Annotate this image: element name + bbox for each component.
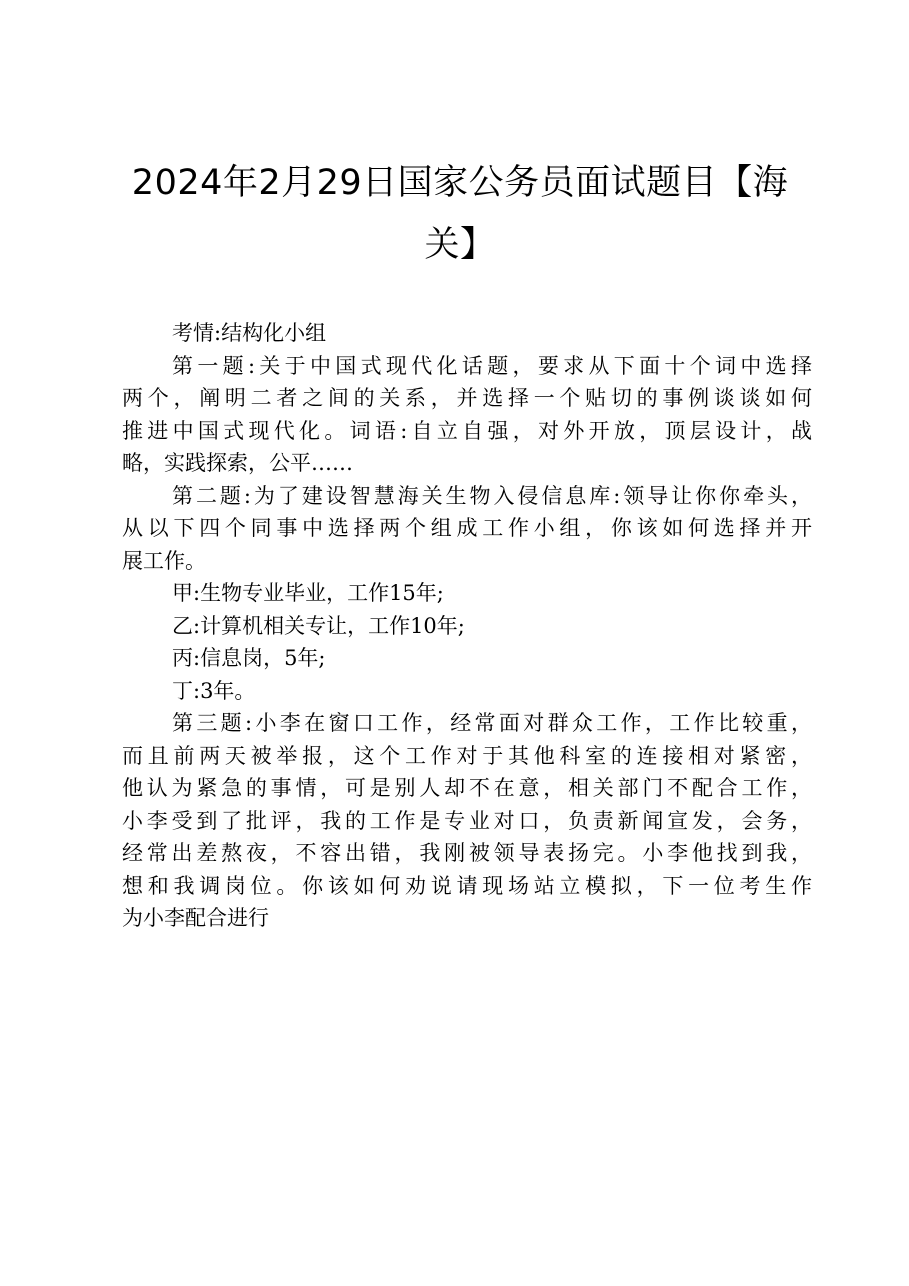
text-line: 而且前两天被举报，这个工作对于其他科室的连接相对紧密， (122, 743, 812, 768)
text-line: 展工作。 (122, 548, 206, 573)
text-line: 想和我调岗位。你该如何劝说请现场站立模拟，下一位考生作 (122, 873, 812, 898)
text-line: 两个，阐明二者之间的关系，并选择一个贴切的事例谈谈如何 (122, 386, 812, 410)
document-body (122, 317, 812, 935)
text-line: 推进中国式现代化。词语:自立自强，对外开放，顶层设计，战 (122, 418, 812, 443)
text-line: 从以下四个同事中选择两个组成工作小组，你该如何选择并开 (122, 516, 812, 540)
text-line: 丙:信息岗，5年; (172, 646, 326, 670)
text-line: 甲:生物专业毕业，工作15年; (172, 581, 444, 605)
text-line: 丁:3年。 (172, 678, 256, 703)
text-line: 第一题:关于中国式现代化话题，要求从下面十个词中选择 (172, 353, 812, 378)
text-line: 经常出差熬夜，不容出错，我刚被领导表扬完。小李他找到我， (122, 841, 812, 865)
text-line: 小李受到了批评，我的工作是专业对口，负责新闻宣发，会务， (122, 808, 812, 833)
text-line: 略，实践探索，公平…… (122, 451, 353, 475)
text-line: 为小李配合进行 (122, 906, 269, 930)
document-title: 2024年2月29日国家公务员面试题目【海关】 (131, 163, 789, 265)
text-line: 考情:结构化小组 (172, 321, 327, 345)
text-line: 乙:计算机相关专让，工作10年; (172, 613, 465, 638)
text-line: 第三题:小李在窗口工作，经常面对群众工作，工作比较重， (172, 711, 812, 735)
text-line: 第二题:为了建设智慧海关生物入侵信息库:领导让你你牵头， (172, 483, 812, 508)
text-line: 他认为紧急的事情，可是别人却不在意，相关部门不配合工作， (122, 776, 812, 800)
